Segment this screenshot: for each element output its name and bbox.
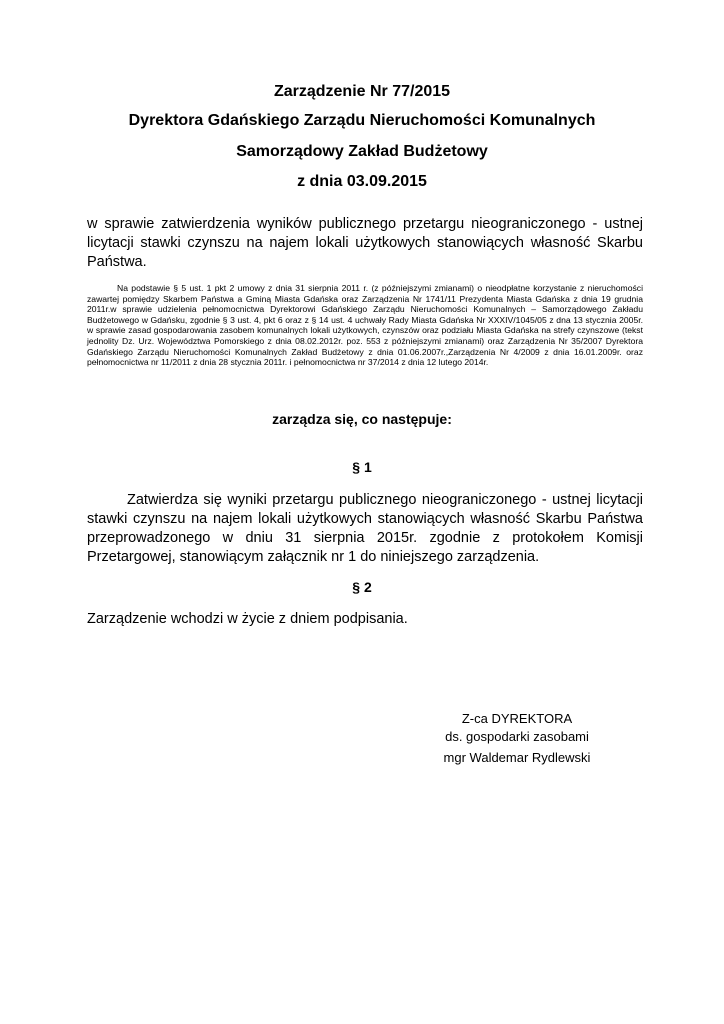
decree-statement: zarządza się, co następuje: <box>272 411 452 427</box>
document-number-title: Zarządzenie Nr 77/2015 <box>273 83 451 100</box>
section-2-text: Zarządzenie wchodzi w życie z dniem podpisania. <box>87 611 408 627</box>
signatory-role: Z-ca DYREKTORA <box>461 711 573 726</box>
issuer-subtitle: Samorządowy Zakład Budżetowy <box>236 143 488 160</box>
section-1-text: Zatwierdza się wyniki przetargu publicznego nieograniczonego - ustnej licytacji stawki czynszu na najem lokali użytkowych stanowiących własność Skarbu Państwa przeprowadzonego w dniu 31 sierpnia 2015r. zgodnie z protokołem Komisji Przetargowej, stanowiącym załącznik nr 1 do niniejszego zarządzenia. <box>87 492 643 565</box>
signatory-name: mgr Waldemar Rydlewski <box>443 750 591 765</box>
subject-paragraph: w sprawie zatwierdzenia wyników publicznego przetargu nieograniczonego - ustnej licytacji stawki czynszu na najem lokali użytkowych stanowiących własność Skarbu Państwa. <box>87 216 643 270</box>
section-1-heading: § 1 <box>352 459 372 475</box>
signatory-department: ds. gospodarki zasobami <box>445 729 589 744</box>
document-date: z dnia 03.09.2015 <box>297 173 427 190</box>
legal-basis-paragraph: Na podstawie § 5 ust. 1 pkt 2 umowy z dnia 31 sierpnia 2011 r. (z późniejszymi zmianami) o nieodpłatne korzystanie z nieruchomości zawartej pomiędzy Skarbem Państwa a Gminą Miasta Gdańska oraz Zarządzenia Nr 1741/11 Prezydenta Miasta Gdańska z dnia 19 grudnia 2011r.w sprawie udzielenia pełnomocnictwa Dyrektorowi Gdańskiego Zarządu Nieruchomości Komunalnych – Samorządowego Zakładu Budżetowego w Gdańsku, zgodnie § 3 ust. 4, pkt 6 oraz z § 14 ust. 4 uchwały Rady Miasta Gdańska Nr XXXIV/1045/05 z dna 13 stycznia 2005r. w sprawie zasad gospodarowania zasobem komunalnych lokali użytkowych, czynszów oraz podziału Miasta Gdańska na strefy czynszowe (tekst jednolity Dz. Urz. Województwa Pomorskiego z dnia 08.02.2012r. poz. 553 z późniejszymi zmianami) oraz Zarządzenia Nr 35/2007 Dyrektora Gdańskiego Zarządu Nieruchomości Komunalnych Zakład Budżetowy z dnia 01.06.2007r.,Zarządzenia Nr 4/2009 z dnia 16.01.2009r. oraz pełnomocnictwa nr 11/2011 z dnia 28 stycznia 2011r. i pełnomocnictwa nr 37/2014 z dnia 12 lutego 2014r. <box>87 283 643 368</box>
section-2-heading: § 2 <box>352 579 372 595</box>
issuer-title: Dyrektora Gdańskiego Zarządu Nieruchomości Komunalnych <box>128 112 596 129</box>
